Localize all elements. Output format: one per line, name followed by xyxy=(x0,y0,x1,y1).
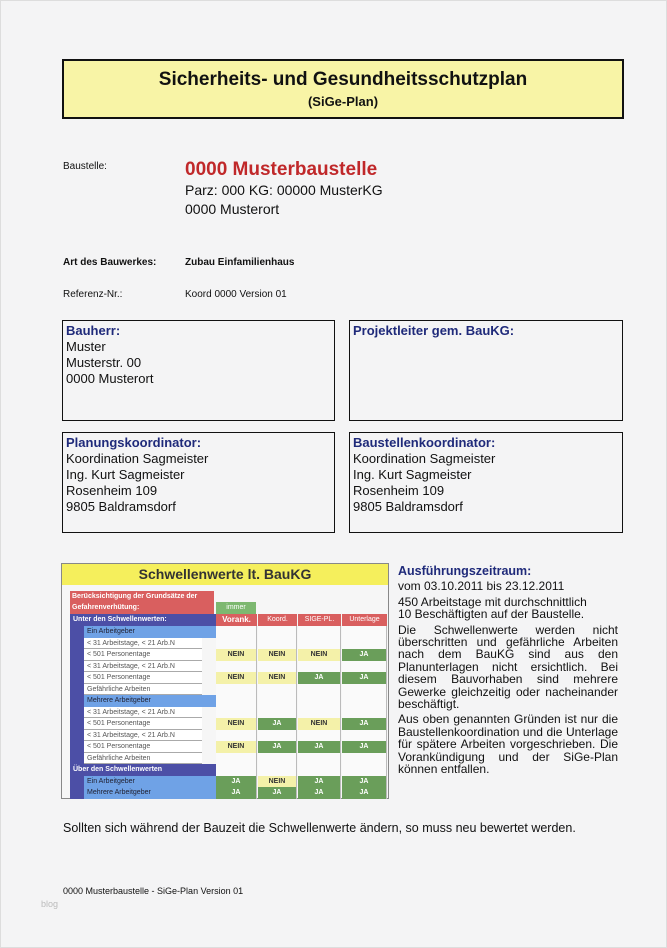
table-row-label: Über den Schwellenwerten xyxy=(70,764,216,776)
table-cell: JA xyxy=(258,787,297,799)
table-cell: NEIN xyxy=(216,649,257,661)
table-cell xyxy=(342,753,387,765)
table-cell xyxy=(342,684,387,696)
bauherr-line: Muster xyxy=(66,339,106,354)
table-cell xyxy=(298,661,341,673)
bewertung-note: Sollten sich während der Bauzeit die Schwellenwerte ändern, so muss neu bewertet werden. xyxy=(63,821,576,835)
table-cell xyxy=(342,730,387,742)
ausfuehrung-zeitraum: vom 03.10.2011 bis 23.12.2011 xyxy=(398,579,565,594)
table-cell xyxy=(298,695,341,707)
planungskoordinator-heading: Planungskoordinator: xyxy=(66,435,202,450)
table-cell: JA xyxy=(342,776,387,788)
ausfuehrung-beschaeftigte: 10 Beschäftigten auf der Baustelle. xyxy=(398,607,585,622)
table-cell xyxy=(258,764,297,776)
table-cell xyxy=(298,753,341,765)
table-cell: NEIN xyxy=(216,718,257,730)
table-cell: NEIN xyxy=(258,672,297,684)
table-cell: JA xyxy=(342,672,387,684)
table-cell: JA xyxy=(342,649,387,661)
table-cell xyxy=(216,753,257,765)
planungskoordinator-line: Rosenheim 109 xyxy=(66,483,158,498)
table-cell: NEIN xyxy=(258,649,297,661)
table-cell xyxy=(258,661,297,673)
table-cell xyxy=(216,695,257,707)
table-row-label: < 31 Arbeitstage, < 21 Arb.N xyxy=(84,661,202,673)
table-cell xyxy=(258,730,297,742)
table-cell xyxy=(298,684,341,696)
baustellenkoordinator-heading: Baustellenkoordinator: xyxy=(353,435,496,450)
bauherr-box xyxy=(62,320,335,421)
table-cell: NEIN xyxy=(216,741,257,753)
baustellenkoordinator-line: Rosenheim 109 xyxy=(353,483,445,498)
table-cell: JA xyxy=(298,776,341,788)
baustelle-ort: 0000 Musterort xyxy=(185,201,280,217)
baustellenkoordinator-line: 9805 Baldramsdorf xyxy=(353,499,463,514)
ausfuehrung-paragraph: Die Schwellenwerte werden nicht überschritten und gefährliche Arbeiten nach dem BauKG sind aus den Planunterlagen nicht ersichtlich. Bei diesem Bauvorhaben sind mehrere Gewerke gleichzeitig oder nacheinander beschäftigt. xyxy=(398,622,618,712)
table-cell: NEIN xyxy=(258,776,297,788)
planungskoordinator-box xyxy=(62,432,335,533)
table-row-label: < 501 Personentage xyxy=(84,741,202,753)
unter-schwellenwerten-header: Unter den Schwellenwerten: xyxy=(70,614,216,626)
table-cell xyxy=(298,626,341,638)
title-box xyxy=(62,59,624,119)
table-cell xyxy=(216,661,257,673)
immer-label: immer xyxy=(216,602,256,614)
table-cell: JA xyxy=(342,787,387,799)
table-row-label: Ein Arbeitgeber xyxy=(84,626,216,638)
ausfuehrung-tage: 450 Arbeitstage mit durchschnittlich xyxy=(398,594,587,609)
table-row-label: Ein Arbeitgeber xyxy=(84,776,216,788)
baustelle-label: Baustelle: xyxy=(63,161,107,172)
bauherr-heading: Bauherr: xyxy=(66,323,121,338)
document-title: Sicherheits- und Gesundheitsschutzplan xyxy=(158,69,528,90)
table-cell: JA xyxy=(258,741,297,753)
table-row-label: Mehrere Arbeitgeber xyxy=(84,787,216,799)
table-cell xyxy=(342,626,387,638)
table-cell xyxy=(342,695,387,707)
table-row-label: < 31 Arbeitstage, < 21 Arb.N xyxy=(84,638,202,650)
baustelle-parz: Parz: 000 KG: 00000 MusterKG xyxy=(185,182,383,198)
table-cell xyxy=(342,661,387,673)
table-row-label: < 501 Personentage xyxy=(84,718,202,730)
baustelle-name: 0000 Musterbaustelle xyxy=(185,159,378,180)
column-header: Vorank. xyxy=(216,614,257,626)
bauherr-line: Musterstr. 00 xyxy=(66,355,142,370)
schwellenwerte-table xyxy=(61,563,389,799)
planungskoordinator-line: Ing. Kurt Sagmeister xyxy=(66,467,185,482)
table-cell xyxy=(298,707,341,719)
table-cell xyxy=(342,707,387,719)
ausfuehrung-section xyxy=(398,565,618,776)
planungskoordinator-line: Koordination Sagmeister xyxy=(66,451,209,466)
watermark: blog xyxy=(41,899,59,909)
projektleiter-heading: Projektleiter gem. BauKG: xyxy=(353,323,515,338)
table-cell: JA xyxy=(298,672,341,684)
table-cell: NEIN xyxy=(298,649,341,661)
baustellenkoordinator-line: Ing. Kurt Sagmeister xyxy=(353,467,472,482)
table-cell: NEIN xyxy=(298,718,341,730)
table-title: Schwellenwerte lt. BauKG xyxy=(62,564,388,585)
table-row-label: Gefährliche Arbeiten xyxy=(84,684,202,696)
baustellenkoordinator-box xyxy=(349,432,623,533)
column-header: SIGE-PL. xyxy=(298,614,341,626)
table-cell: JA xyxy=(342,718,387,730)
table-cell xyxy=(298,638,341,650)
table-cell xyxy=(216,626,257,638)
ausfuehrung-paragraph: Aus oben genannten Gründen ist nur die Baustellenkoordination und die Unterlage für spätere Arbeiten vorgeschrieben. Die Vorankündigung und der SiGe-Plan können entfallen. xyxy=(398,712,618,777)
table-cell: JA xyxy=(342,741,387,753)
art-value: Zubau Einfamilienhaus xyxy=(185,257,295,268)
table-cell: JA xyxy=(298,787,341,799)
bauherr-line: 0000 Musterort xyxy=(66,371,154,386)
table-row-label: < 31 Arbeitstage, < 21 Arb.N xyxy=(84,707,202,719)
column-header: Koord. xyxy=(258,614,297,626)
table-cell: JA xyxy=(216,776,257,788)
table-cell: JA xyxy=(258,718,297,730)
projektleiter-box xyxy=(349,320,623,421)
table-cell xyxy=(216,764,257,776)
column-header: Unterlage xyxy=(342,614,387,626)
table-cell xyxy=(258,707,297,719)
table-row-label: Mehrere Arbeitgeber xyxy=(84,695,216,707)
table-cell xyxy=(216,684,257,696)
table-cell xyxy=(342,638,387,650)
table-cell: NEIN xyxy=(216,672,257,684)
art-label: Art des Bauwerkes: xyxy=(63,257,157,268)
table-row-label: Gefährliche Arbeiten xyxy=(84,753,202,765)
grundsaetze-header: Berücksichtigung der Grundsätze der Gefahrenverhütung: xyxy=(70,591,214,614)
referenz-label: Referenz-Nr.: xyxy=(63,289,123,300)
planungskoordinator-line: 9805 Baldramsdorf xyxy=(66,499,176,514)
table-cell xyxy=(258,695,297,707)
table-cell xyxy=(342,764,387,776)
table-row-label: < 501 Personentage xyxy=(84,672,202,684)
table-row-label: < 31 Arbeitstage, < 21 Arb.N xyxy=(84,730,202,742)
table-cell xyxy=(216,638,257,650)
table-cell xyxy=(258,638,297,650)
baustellenkoordinator-line: Koordination Sagmeister xyxy=(353,451,496,466)
page-footer: 0000 Musterbaustelle - SiGe-Plan Version 01 xyxy=(63,886,244,896)
table-cell: JA xyxy=(216,787,257,799)
table-cell xyxy=(298,764,341,776)
table-cell xyxy=(258,753,297,765)
table-row-label: < 501 Personentage xyxy=(84,649,202,661)
document-subtitle: (SiGe-Plan) xyxy=(307,94,379,109)
table-cell xyxy=(216,730,257,742)
ausfuehrung-heading: Ausführungszeitraum: xyxy=(398,564,532,578)
table-cell xyxy=(258,626,297,638)
table-cell xyxy=(258,684,297,696)
table-cell xyxy=(298,730,341,742)
table-cell xyxy=(216,707,257,719)
table-cell: JA xyxy=(298,741,341,753)
referenz-value: Koord 0000 Version 01 xyxy=(185,289,287,300)
